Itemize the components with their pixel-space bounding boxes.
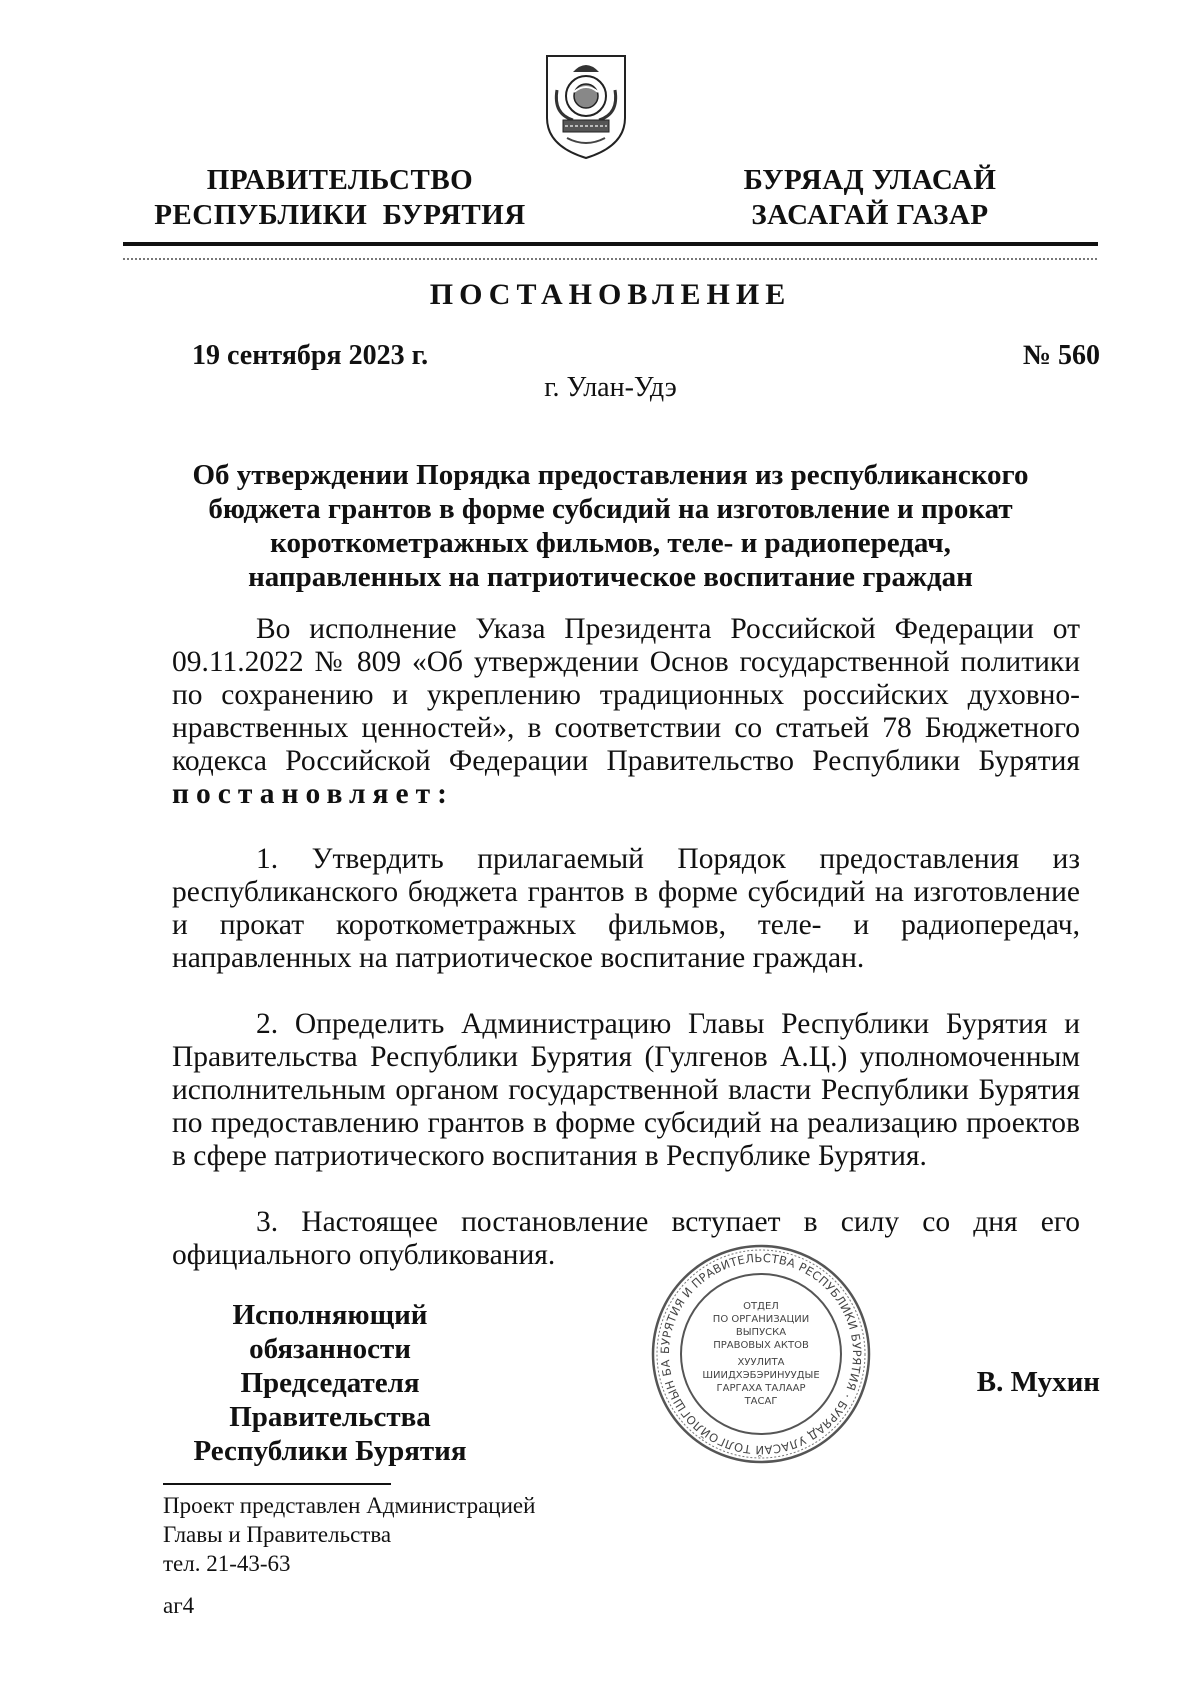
emblem: [543, 50, 629, 160]
stamp-line-3: ВЫПУСКА: [735, 1327, 787, 1338]
stamp-line-1: ОТДЕЛ: [743, 1301, 779, 1312]
emblem-icon: [543, 50, 629, 160]
document-body: [172, 613, 1080, 1272]
item-3: 3. Настоящее постановление вступает в силу со дня его официального опубликования.: [172, 1206, 1080, 1271]
subject-line2: бюджета грантов в форме субсидий на изготовление и прокат: [208, 493, 1013, 525]
stamp-line-8: ТАСАГ: [744, 1396, 778, 1407]
signer-name: В. Мухин: [976, 1366, 1100, 1398]
stamp-line-4: ПРАВОВЫХ АКТОВ: [713, 1340, 809, 1351]
document-number: № 560: [1022, 340, 1100, 371]
header-left-line2: РЕСПУБЛИКИ БУРЯТИЯ: [154, 199, 526, 231]
footer-note-line2: Главы и Правительства: [163, 1522, 392, 1547]
item-2: 2. Определить Администрацию Главы Республики Бурятия и Правительства Республики Бурятия (Гулгенов А.Ц.) уполномоченным исполнительным органом государственной власти Республики Бурятия по предоставлению грантов в форме субсидий на реализацию проектов в сфере патриотического воспитания в Республике Бурятия.: [172, 1008, 1080, 1172]
item-1: 1. Утвердить прилагаемый Порядок предоставления из республиканского бюджета грантов в форме субсидий на изготовление и прокат короткометражных фильмов, теле- и радиопередач, направленных на патриотическое воспитание граждан.: [172, 843, 1080, 974]
official-stamp: [650, 1243, 872, 1465]
stamp-outer-text: БУРЯТИЯ И ПРАВИТЕЛЬСТВА РЕСПУБЛИКИ БУРЯТИЯ · БУРЯАД УЛАСАЙ ТОЛГОЙЛОГШЫН БА: [657, 1250, 865, 1458]
decree-word: постановляет:: [172, 778, 454, 810]
document-subject: [123, 458, 1098, 594]
header-right-line2: ЗАСАГАЙ ГАЗАР: [751, 199, 989, 231]
stamp-line-2: ПО ОРГАНИЗАЦИИ: [712, 1314, 810, 1325]
stamp-line-6: ШИИДХЭБЭРИНУУДЫЕ: [702, 1370, 820, 1381]
signature-line3: Республики Бурятия: [193, 1435, 467, 1467]
header-right-line1: БУРЯАД УЛАСАЙ: [743, 164, 997, 196]
header-left-line1: ПРАВИТЕЛЬСТВО: [206, 164, 474, 196]
subject-line4: направленных на патриотическое воспитание граждан: [248, 561, 973, 593]
signature-line2: Председателя Правительства: [229, 1367, 431, 1433]
document-type: ПОСТАНОВЛЕНИЕ: [429, 278, 792, 311]
stamp-seal-icon: [650, 1243, 872, 1465]
subject-line3: короткометражных фильмов, теле- и радиопередач,: [270, 527, 951, 559]
header-right: [670, 163, 1070, 233]
signature-line1: Исполняющий обязанности: [232, 1299, 428, 1365]
footer-code: аг4: [163, 1593, 195, 1618]
subject-line1: Об утверждении Порядка предоставления из республиканского: [192, 459, 1029, 491]
preamble-text: Во исполнение Указа Президента Российской Федерации от 09.11.2022 № 809 «Об утверждении Основ государственной политики по сохранению и укреплению традиционных российских духовно-нравственных ценностей», в соответствии со статьей 78 Бюджетного кодекса Российской Федерации Правительство Республики Бурятия: [172, 613, 1080, 777]
preamble-paragraph: [172, 613, 1080, 811]
footer-note-line3: тел. 21-43-63: [163, 1551, 291, 1576]
stamp-line-7: ГАРГАХА ТАЛААР: [716, 1383, 806, 1394]
document-city: г. Улан-Удэ: [544, 372, 677, 403]
signature-title: [150, 1298, 510, 1468]
header-rule-dotted: [123, 258, 1098, 260]
footer-note-line1: Проект представлен Администрацией: [163, 1493, 536, 1518]
document-date: 19 сентября 2023 г.: [192, 340, 429, 371]
footer-note: [163, 1491, 535, 1578]
footer-rule: [163, 1483, 391, 1485]
header-rule: [123, 242, 1098, 246]
stamp-line-5: ХУУЛИТА: [737, 1357, 785, 1368]
header-left: [130, 163, 550, 233]
